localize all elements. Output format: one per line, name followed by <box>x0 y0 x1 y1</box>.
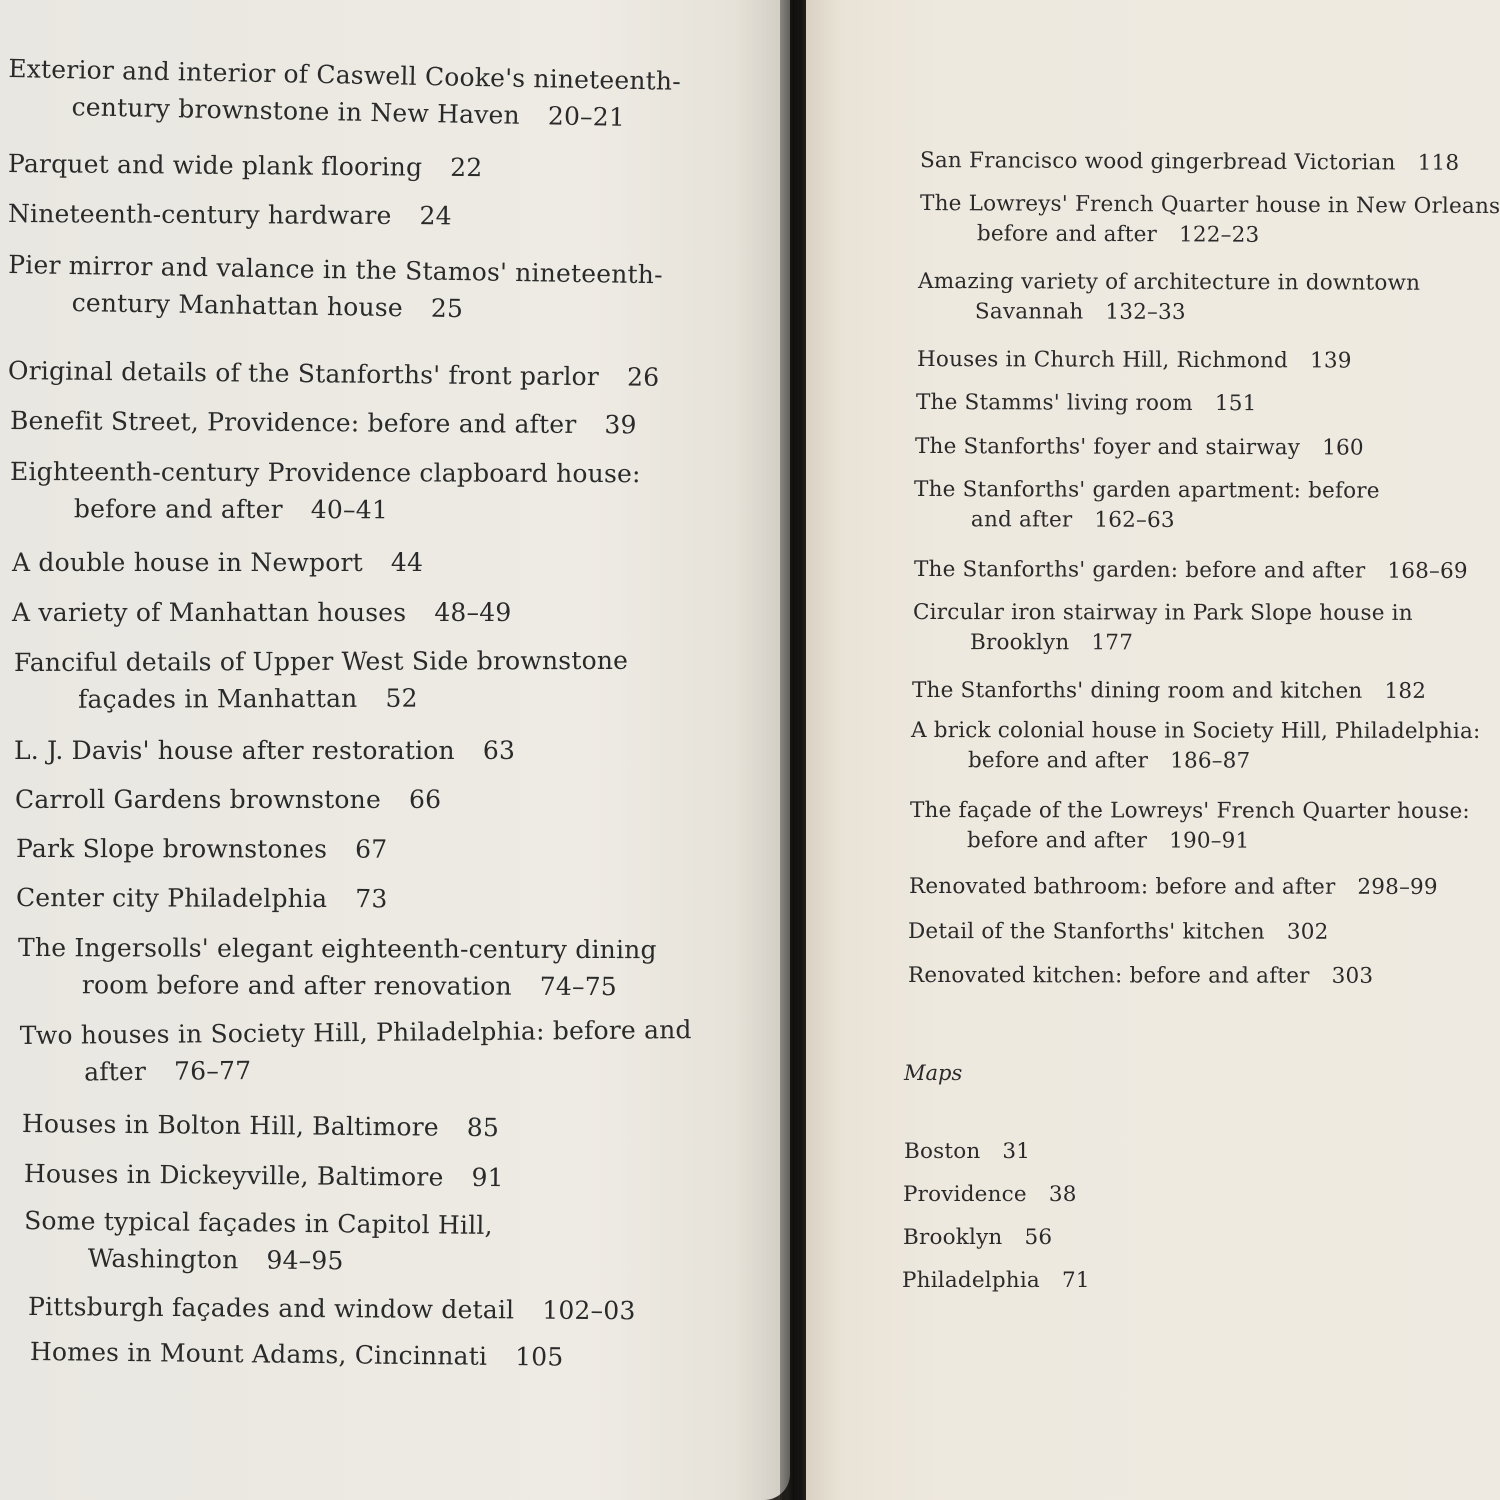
page-number: 22 <box>450 152 483 183</box>
entry-title-line: The Lowreys' French Quarter house in New Orleans <box>920 191 1500 220</box>
left-illustration-entry <box>10 453 641 529</box>
right-illustration-entry <box>913 598 1413 659</box>
page-number: 186–87 <box>1170 748 1251 774</box>
page-number: 139 <box>1309 348 1352 374</box>
entry-title-line: Park Slope brownstones <box>15 834 328 864</box>
entry-title-line: L. J. Davis' house after restoration <box>14 736 455 765</box>
page-number: 105 <box>515 1342 564 1372</box>
entry-title-line: Nineteenth-century hardware <box>7 199 392 231</box>
page-number: 302 <box>1286 919 1329 945</box>
left-illustration-entry <box>14 732 515 769</box>
page-number: 31 <box>1002 1139 1031 1164</box>
right-illustration-entry <box>918 267 1420 329</box>
page-number: 298–99 <box>1357 874 1438 900</box>
entry-title-line: Brooklyn <box>969 630 1070 656</box>
entry-title-line: A double house in Newport <box>12 548 363 577</box>
entry-title-line: Houses in Dickeyville, Baltimore <box>23 1159 444 1192</box>
left-illustration-entry <box>20 1011 692 1091</box>
right-illustration-entry <box>917 345 1352 377</box>
entry-title-line: The façade of the Lowreys' French Quarter house: <box>910 798 1470 824</box>
right-illustration-entry <box>920 189 1500 252</box>
entry-title-line: Eighteenth-century Providence clapboard house: <box>10 457 641 489</box>
entry-title-line: Savannah <box>974 299 1084 325</box>
page-number: 102–03 <box>542 1295 636 1326</box>
page-number: 168–69 <box>1387 558 1468 584</box>
left-illustration-entry <box>16 879 388 917</box>
entry-title-line: Houses in Church Hill, Richmond <box>916 347 1289 374</box>
entry-title-line: before and after <box>967 748 1149 774</box>
page-number: 190–91 <box>1169 828 1250 854</box>
entry-title-line: Fanciful details of Upper West Side brownstone <box>13 645 629 677</box>
page-number: 122–23 <box>1178 222 1260 248</box>
entry-title-line: before and after <box>73 494 283 524</box>
left-illustration-entry <box>7 246 663 330</box>
left-illustration-entry <box>12 594 511 631</box>
map-entry <box>903 1180 1077 1210</box>
entry-title-line: Homes in Mount Adams, Cincinnati <box>29 1337 488 1371</box>
left-illustration-entry <box>8 352 660 396</box>
left-illustration-entry <box>8 145 483 186</box>
entry-title-line: Houses in Bolton Hill, Baltimore <box>21 1109 439 1142</box>
page-number: 38 <box>1048 1182 1077 1207</box>
entry-title-line: Renovated kitchen: before and after <box>907 963 1310 989</box>
page-number: 56 <box>1024 1225 1053 1250</box>
entry-title-line: San Francisco wood gingerbread Victorian <box>919 148 1396 176</box>
page-number: 162–63 <box>1094 507 1175 533</box>
page-number: 71 <box>1061 1268 1090 1293</box>
left-illustration-entry <box>7 50 681 137</box>
page-number: 160 <box>1322 435 1364 461</box>
entry-title-line: façades in Manhattan <box>78 683 358 714</box>
map-name: Brooklyn <box>903 1225 1003 1250</box>
map-name: Philadelphia <box>902 1268 1040 1293</box>
maps-heading: Maps <box>904 1061 963 1085</box>
entry-title-line: The Stanforths' garden: before and after <box>913 557 1366 584</box>
page-number: 91 <box>471 1162 504 1193</box>
map-name: Boston <box>904 1139 981 1164</box>
entry-title-line: century brownstone in New Haven <box>71 92 521 130</box>
right-page <box>806 0 1500 1500</box>
page-number: 26 <box>626 362 660 392</box>
entry-title-line: Benefit Street, Providence: before and after <box>9 406 577 439</box>
entry-title-line: Carroll Gardens brownstone <box>15 785 381 814</box>
page-number: 73 <box>355 884 388 914</box>
page-number: 76–77 <box>173 1055 252 1086</box>
page-number: 39 <box>604 410 637 440</box>
page-number: 24 <box>419 201 452 231</box>
left-illustration-entry <box>12 544 423 581</box>
entry-title-line: after <box>84 1056 147 1087</box>
entry-title-line: Original details of the Stanforths' front parlor <box>7 356 600 392</box>
page-number: 151 <box>1214 391 1257 417</box>
right-illustration-entry <box>915 432 1364 464</box>
entry-title-line: room before and after renovation <box>81 970 512 1001</box>
entry-title-line: Pier mirror and valance in the Stamos' nineteenth- <box>8 250 663 290</box>
entry-title-line: Renovated bathroom: before and after <box>908 874 1336 900</box>
page-number: 52 <box>385 683 418 713</box>
left-illustration-entry <box>18 929 657 1005</box>
right-illustration-entry <box>908 917 1329 948</box>
entry-title-line: A brick colonial house in Society Hill, Philadelphia: <box>911 718 1481 744</box>
page-number: 44 <box>390 548 424 577</box>
entry-title-line: Some typical façades in Capitol Hill, <box>24 1206 493 1240</box>
entry-title-line: The Stanforths' foyer and stairway <box>914 434 1301 461</box>
entry-title-line: Detail of the Stanforths' kitchen <box>907 919 1265 945</box>
right-illustration-entry <box>914 475 1380 537</box>
entry-title-line: The Stanforths' garden apartment: before <box>914 477 1380 504</box>
left-illustration-entry <box>16 830 387 868</box>
page-number: 74–75 <box>539 971 617 1002</box>
page-number: 177 <box>1091 630 1134 656</box>
page-number: 132–33 <box>1105 299 1186 325</box>
entry-title-line: The Stanforths' dining room and kitchen <box>911 678 1363 704</box>
entry-title-line: Two houses in Society Hill, Philadelphia: before and <box>19 1015 692 1051</box>
entry-title-line: before and after <box>966 828 1148 854</box>
page-number: 25 <box>430 293 464 324</box>
left-illustration-entry <box>28 1288 636 1329</box>
entry-title-line: Circular iron stairway in Park Slope house in <box>913 600 1413 626</box>
map-entry <box>903 1223 1052 1253</box>
right-illustration-entry <box>912 676 1426 707</box>
entry-title-line: century Manhattan house <box>71 288 404 323</box>
entry-title-line: Pittsburgh façades and window detail <box>27 1292 515 1325</box>
page-number: 182 <box>1384 678 1427 704</box>
entry-title-line: The Stamms' living room <box>915 390 1193 416</box>
map-name: Providence <box>903 1182 1027 1207</box>
right-illustration-entry <box>910 796 1470 857</box>
left-illustration-entry <box>24 1202 493 1281</box>
right-illustration-entry <box>908 961 1373 992</box>
page-number: 66 <box>408 785 442 814</box>
left-illustration-entry <box>24 1155 504 1196</box>
entry-title-line: Center city Philadelphia <box>15 883 328 914</box>
page-number: 67 <box>355 834 388 864</box>
page-number: 118 <box>1417 150 1460 176</box>
left-illustration-entry <box>8 195 452 234</box>
right-illustration-entry <box>916 388 1257 419</box>
left-illustration-entry <box>10 402 637 443</box>
left-illustration-entry <box>30 1333 564 1376</box>
page-number: 303 <box>1331 963 1374 989</box>
page-number: 48–49 <box>434 598 512 627</box>
right-illustration-entry <box>909 872 1438 903</box>
page-number: 40–41 <box>310 495 389 525</box>
right-illustration-entry <box>920 146 1459 179</box>
map-entry <box>902 1266 1090 1296</box>
entry-title-line: before and after <box>976 221 1158 248</box>
page-number: 20–21 <box>547 101 626 132</box>
right-illustration-entry <box>911 716 1481 777</box>
entry-title-line: Parquet and wide plank flooring <box>7 149 423 182</box>
entry-title-line: Washington <box>87 1243 239 1275</box>
left-illustration-entry <box>14 642 628 718</box>
entry-title-line: A variety of Manhattan houses <box>12 598 407 627</box>
entry-title-line: The Ingersolls' elegant eighteenth-century dining <box>18 933 657 965</box>
entry-title-line: Exterior and interior of Caswell Cooke's nineteenth- <box>8 54 682 96</box>
entry-title-line: Amazing variety of architecture in downtown <box>918 269 1421 296</box>
page-number: 85 <box>466 1112 500 1143</box>
page-number: 63 <box>482 736 516 765</box>
right-illustration-entry <box>914 555 1468 587</box>
page-number: 94–95 <box>266 1245 344 1276</box>
left-illustration-entry <box>22 1105 499 1146</box>
map-entry <box>904 1137 1030 1167</box>
entry-title-line: and after <box>970 507 1073 533</box>
left-illustration-entry <box>15 781 441 818</box>
